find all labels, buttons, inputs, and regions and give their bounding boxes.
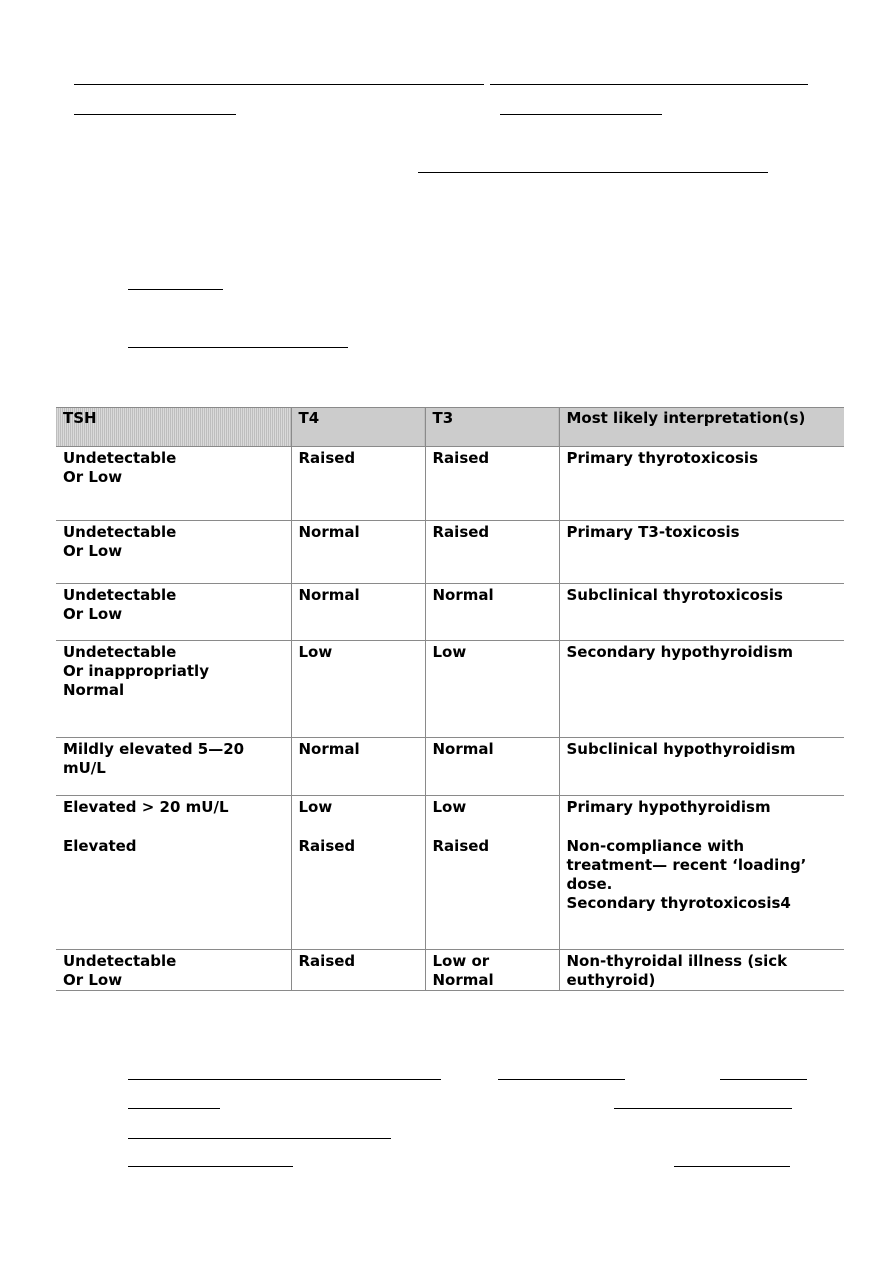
underline-rule (128, 1166, 293, 1167)
table-row (56, 950, 844, 991)
cell-t4: Normal (298, 586, 360, 604)
underline-rule (498, 1079, 625, 1080)
table-row (56, 447, 844, 521)
cell-tsh-secondary: Elevated (63, 837, 137, 855)
table-row (56, 641, 844, 738)
underline-rule (614, 1108, 792, 1109)
table-row (56, 796, 844, 950)
cell-tsh: Undetectable Or inappropriatly Normal (63, 643, 209, 699)
cell-interpretation: Subclinical thyrotoxicosis (566, 586, 783, 604)
underline-rule (128, 1138, 391, 1139)
cell-interpretation: Primary hypothyroidism (566, 798, 771, 816)
table-row (56, 584, 844, 641)
cell-t4: Low (298, 643, 333, 661)
cell-t3: Normal (432, 586, 494, 604)
underline-rule (674, 1166, 790, 1167)
cell-t4-secondary: Raised (298, 837, 356, 855)
header-tsh: TSH (56, 408, 291, 447)
cell-tsh: Undetectable Or Low (63, 449, 177, 486)
cell-tsh: Undetectable Or Low (63, 952, 177, 989)
underline-rule (418, 172, 768, 173)
cell-tsh: Undetectable Or Low (63, 586, 177, 623)
header-t3: T3 (425, 408, 559, 447)
underline-rule (720, 1079, 807, 1080)
cell-interpretation: Primary T3-toxicosis (566, 523, 740, 541)
cell-interpretation: Primary thyrotoxicosis (566, 449, 758, 467)
underline-rule (74, 114, 236, 115)
cell-interpretation: Secondary hypothyroidism (566, 643, 794, 661)
table-row (56, 738, 844, 796)
table-row (56, 521, 844, 584)
underline-rule (74, 84, 484, 85)
cell-t3-secondary: Raised (432, 837, 490, 855)
cell-tsh: Mildly elevated 5—20 mU/L (63, 740, 245, 777)
cell-interpretation: Non-thyroidal illness (sick euthyroid) (566, 952, 788, 989)
underline-rule (128, 1108, 220, 1109)
cell-t3: Raised (432, 523, 490, 541)
cell-t3: Raised (432, 449, 490, 467)
cell-t4: Raised (298, 952, 356, 970)
underline-rule (128, 347, 348, 348)
underline-rule (128, 289, 223, 290)
table-header-row (56, 408, 844, 447)
cell-t4: Normal (298, 740, 360, 758)
underline-rule (490, 84, 808, 85)
underline-rule (500, 114, 662, 115)
underline-rule (128, 1079, 441, 1080)
cell-t3: Low or Normal (432, 952, 494, 989)
cell-t4: Raised (298, 449, 356, 467)
cell-t4: Normal (298, 523, 360, 541)
cell-interpretation-secondary: Non-compliance with treatment— recent ‘loading’ dose. Secondary thyrotoxicosis4 (566, 837, 807, 912)
cell-t3: Normal (432, 740, 494, 758)
cell-tsh: Undetectable Or Low (63, 523, 177, 560)
cell-t3: Low (432, 643, 467, 661)
cell-tsh: Elevated > 20 mU/L (63, 798, 229, 816)
header-interpretation: Most likely interpretation(s) (559, 408, 844, 447)
cell-interpretation: Subclinical hypothyroidism (566, 740, 796, 758)
header-t4: T4 (291, 408, 425, 447)
cell-t3: Low (432, 798, 467, 816)
thyroid-function-table (56, 407, 844, 991)
cell-t4: Low (298, 798, 333, 816)
